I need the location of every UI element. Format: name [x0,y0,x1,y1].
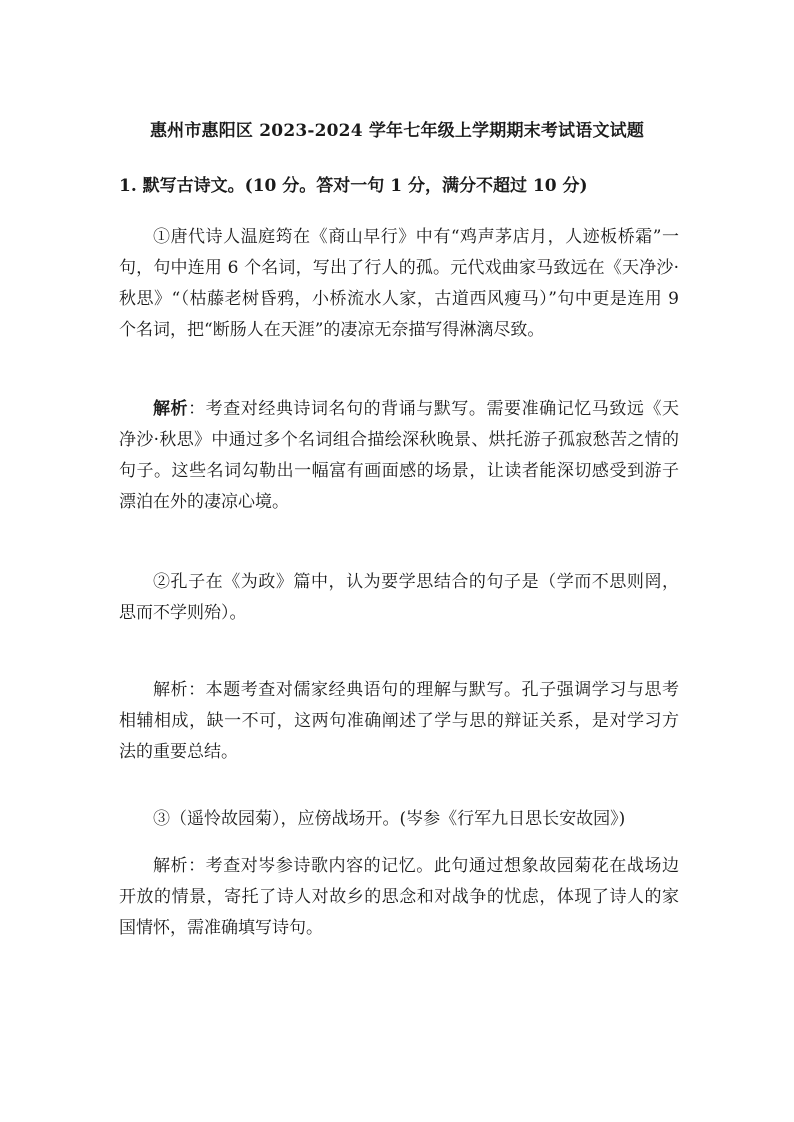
page-title: 惠州市惠阳区 2023-2024 学年七年级上学期期末考试语文试题 [149,121,645,141]
item-poem-3: ③（遥怜故园菊），应傍战场开。(岑参《行军九日思长安故园》) [153,809,626,829]
analysis-3: 解析：考查对岑参诗歌内容的记忆。此句通过想象故园菊花在战场边开放的情景，寄托了诗人对故乡的思念和对战争的忧虑，体现了诗人的家国情怀，需准确填写诗句。 [119,856,679,938]
analysis-text: ：考查对经典诗词名句的背诵与默写。需要准确记忆马致远《天净沙·秋思》中通过多个名词组合描绘深秋晚景、烘托游子孤寂愁苦之情的句子。这些名词勾勒出一幅富有画面感的场景，让读者能深切感受到游子漂泊在外的凄凉心境。 [119,399,680,512]
item-poem-2: ②孔子在《为政》篇中，认为要学思结合的句子是（学而不思则罔，思而不学则殆）。 [119,572,679,623]
question-heading: 1. 默写古诗文。(10 分。答对一句 1 分，满分不超过 10 分) [119,176,588,196]
analysis-label: 解析 [153,399,189,419]
analysis-1 [119,394,679,518]
analysis-2: 解析：本题考查对儒家经典语句的理解与默写。孔子强调学习与思考相辅相成，缺一不可，这两句准确阐述了学与思的辩证关系，是对学习方法的重要总结。 [119,680,679,762]
item-poem-1: ①唐代诗人温庭筠在《商山早行》中有“鸡声茅店月，人迹板桥霜”一句，句中连用 6 个名词，写出了行人的孤。元代戏曲家马致远在《天净沙·秋思》“（枯藤老树昏鸦，小桥流水人家，古道西风瘦马）”句中更是连用 9 个名词，把“断肠人在天涯”的凄凉无奈描写得淋漓尽致。 [119,227,679,340]
